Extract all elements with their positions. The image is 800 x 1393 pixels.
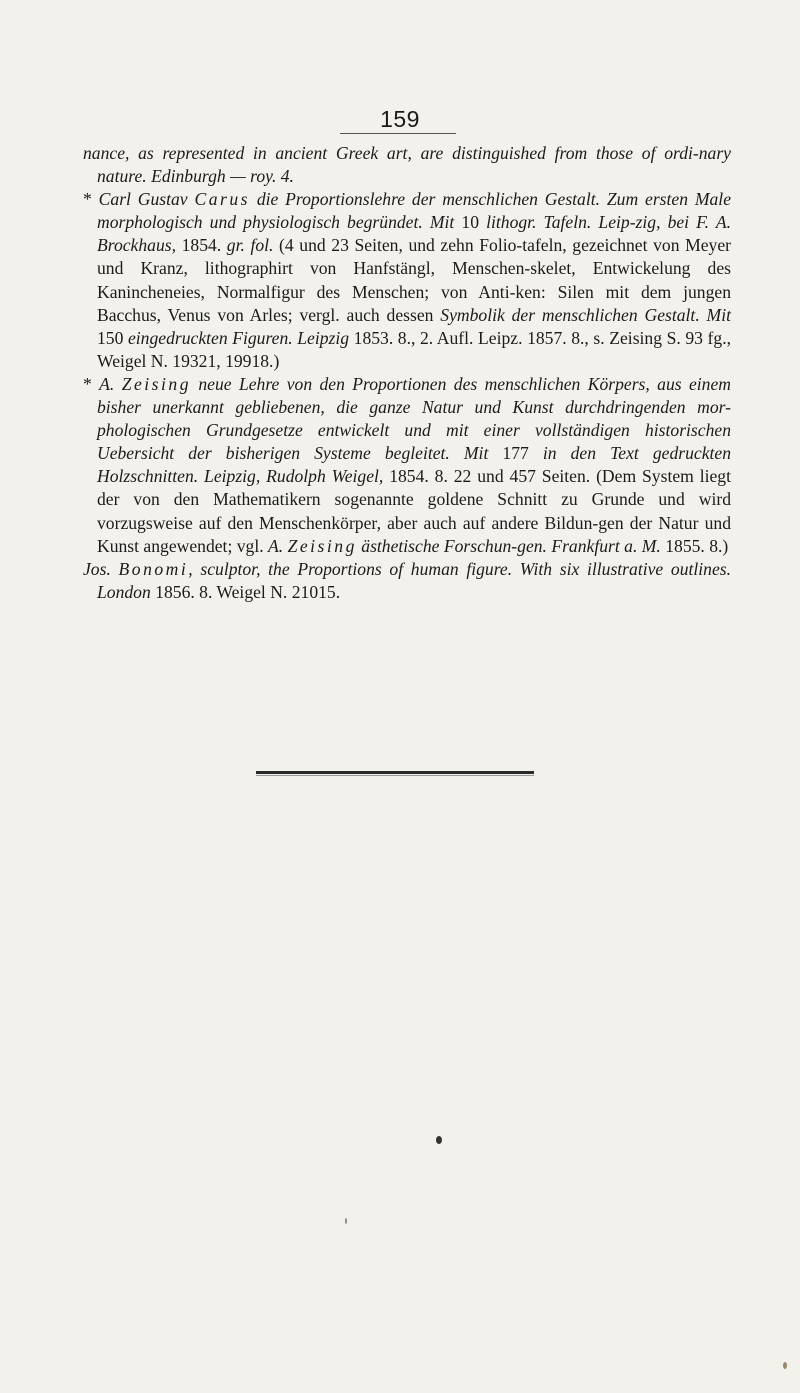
entry-text-segment: A. <box>268 535 288 556</box>
entry-text-segment: Carus <box>194 189 250 210</box>
page-number: 159 <box>380 106 420 132</box>
entry-text-segment: 1854. 8. 22 und 457 Seiten. (Dem System liegt der von den Mathematikern sogenannte goldene Schnitt zu Grunde und wird vorzugsweise auf den Menschenkörper, aber auch auf andere Bildun-gen der Natur und Kunst angewendet; vgl. <box>97 466 731 556</box>
entry-text-segment: Jos. <box>83 558 119 579</box>
entry-text-segment: Zeising <box>287 535 357 556</box>
entry-text-segment: eingedruckten Figuren. Leipzig <box>127 327 354 348</box>
entry-text-segment: die Proportionslehre der menschlichen Gestalt. Zum ersten Male morphologisch und physiologisch begründet. Mit <box>97 189 731 233</box>
entry-text-segment: 150 <box>97 327 128 348</box>
bibliography-entry <box>83 142 731 188</box>
entry-text-segment: 1855. 8.) <box>665 535 729 556</box>
bibliography-entry <box>83 558 731 604</box>
entry-text-segment: ästhetische Forschun-gen. Frankfurt a. M. <box>356 535 666 556</box>
entry-text-segment: in den Text gedruckten Holzschnitten. Leipzig, Rudolph Weigel, <box>97 443 731 487</box>
page-number-underline <box>340 133 456 134</box>
entry-text-segment: 1856. 8. Weigel N. 21015. <box>155 581 341 602</box>
ink-speck <box>436 1136 442 1144</box>
entry-text-segment: Bonomi <box>118 558 189 579</box>
section-divider-rule <box>256 771 534 774</box>
entry-text-segment: (4 und 23 Seiten, und zehn Folio-tafeln, gezeichnet von Meyer und Kranz, lithographirt von Hanfstängl, Menschen-skelet, Entwickelung des Kanincheneies, Normalfigur des Menschen; von Anti-ken: Silen mit dem jungen Bacchus, Venus von Arles; vergl. auch dessen <box>97 235 732 325</box>
entry-text-segment: A. <box>99 373 122 394</box>
entry-text-segment: 1854. <box>181 235 227 256</box>
entry-text-segment: 1853. 8., 2. Aufl. Leipz. 1857. 8., s. Zeising S. 93 fg., Weigel N. 19321, 19918.) <box>97 327 732 371</box>
entry-text-segment: nance, as represented in ancient Greek art, are distinguished from those of ordi-nary nature. Edinburgh — roy. 4. <box>83 143 731 187</box>
section-divider-rule-shadow <box>256 775 534 776</box>
entry-text-segment: gr. fol. <box>226 235 274 256</box>
bibliography-entry <box>83 188 731 373</box>
entry-text-segment: Carl Gustav <box>98 189 195 210</box>
entry-text-segment: Symbolik der menschlichen Gestalt. Mit <box>440 304 731 325</box>
entry-text-segment: 177 <box>502 443 529 464</box>
entry-text-segment: Zeising <box>121 373 191 394</box>
entry-text-segment: * <box>83 373 100 394</box>
ink-speck <box>783 1362 787 1369</box>
bibliography-text <box>83 142 731 604</box>
entry-text-segment: * <box>83 189 99 210</box>
bibliography-entry <box>83 373 731 558</box>
entry-text-segment: 10 <box>461 212 479 233</box>
ink-speck <box>345 1218 347 1224</box>
entry-text-segment: lithogr. Tafeln. Leip-zig, bei F. A. Brockhaus, <box>97 212 731 256</box>
entry-text-segment: neue Lehre von den Proportionen des menschlichen Körpers, aus einem bisher unerkannt gebliebenen, die ganze Natur und Kunst durchdringenden mor-phologischen Grundgesetze entwickelt und mit einer vollständigen historischen Uebersicht der bisherigen Systeme begleitet. Mit <box>97 373 731 464</box>
entry-text-segment: , sculptor, the Proportions of human figure. With six illustrative outlines. London <box>97 558 732 602</box>
